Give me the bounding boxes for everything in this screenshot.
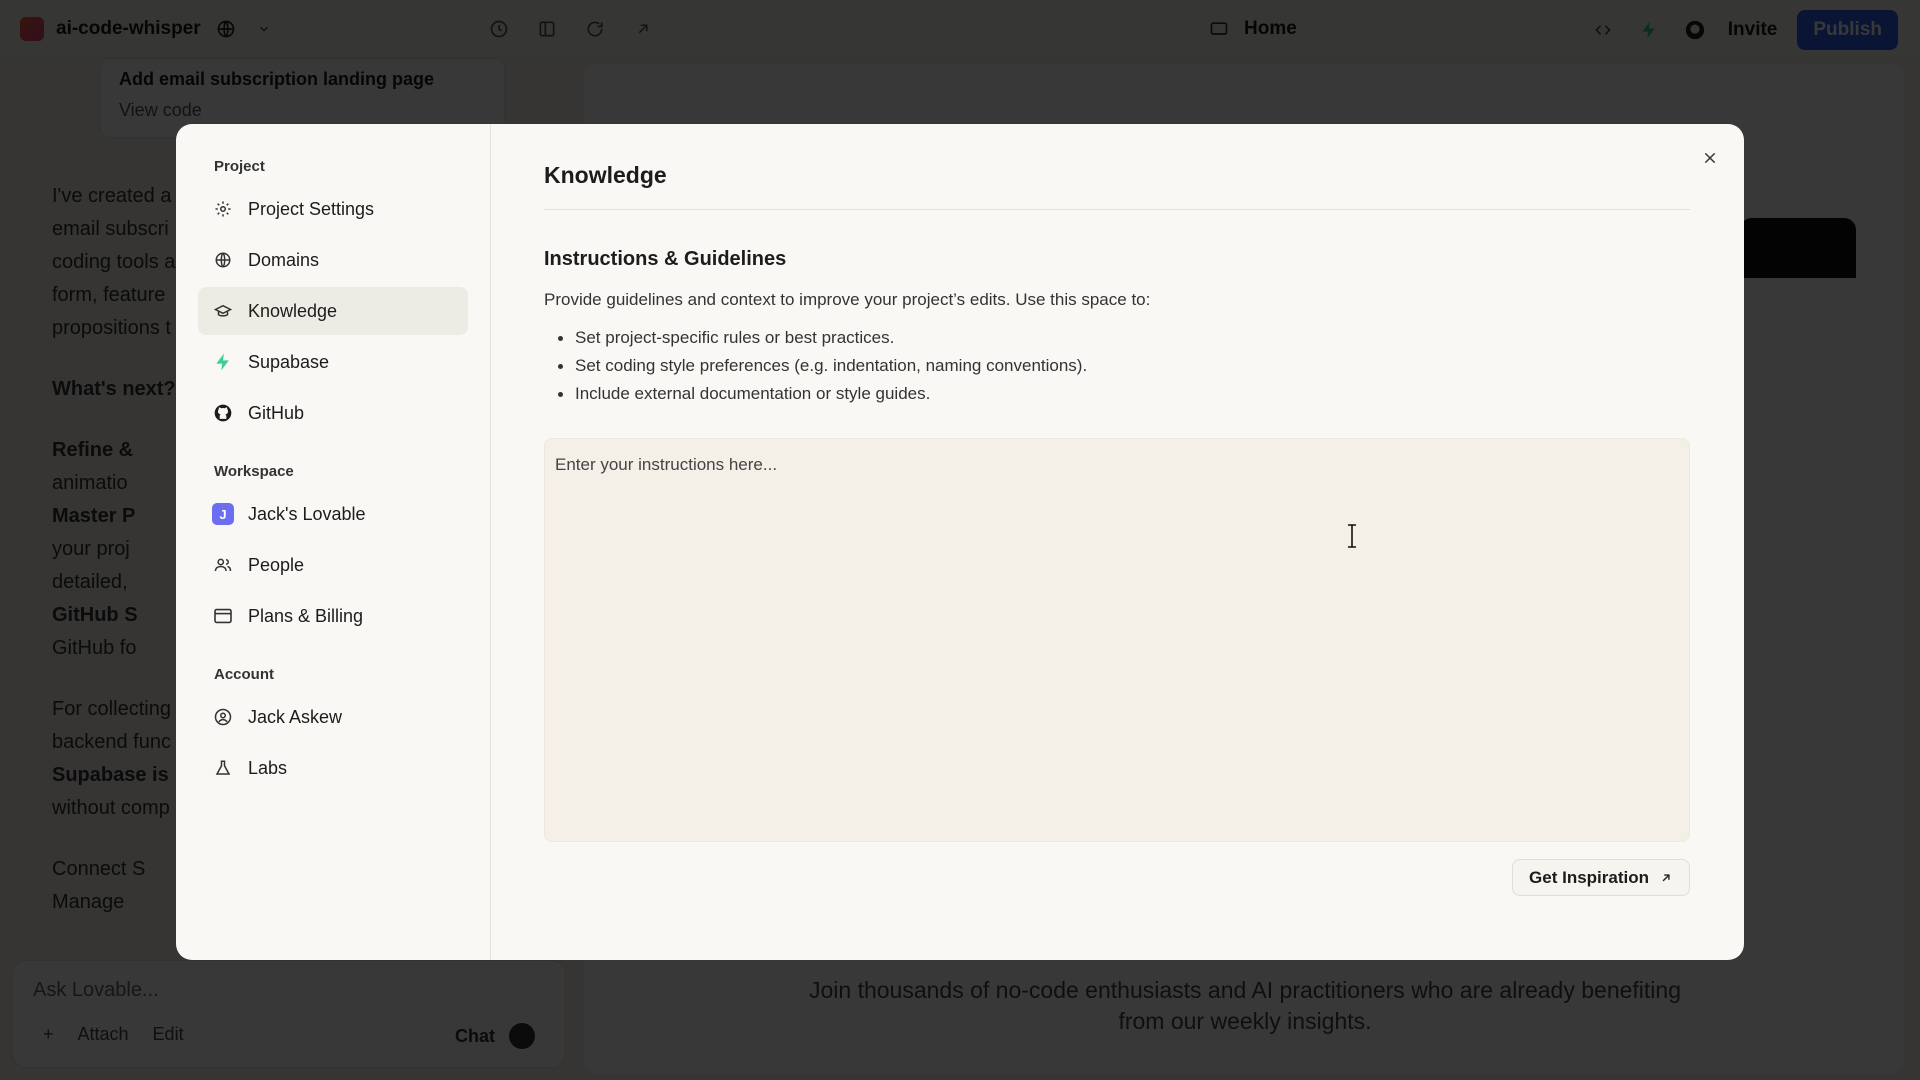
sidebar-item-project-settings[interactable] xyxy=(198,185,468,233)
workspace-avatar xyxy=(212,503,234,525)
page-title: Knowledge xyxy=(544,162,1690,210)
sidebar-item-label: Jack Askew xyxy=(248,706,343,727)
close-button[interactable] xyxy=(1696,144,1724,172)
sidebar-item-knowledge[interactable] xyxy=(198,287,468,335)
arrow-up-right-icon xyxy=(1659,871,1673,885)
sidebar-item-label: Knowledge xyxy=(248,300,338,321)
sidebar-item-label: Domains xyxy=(248,249,320,270)
section-heading: Instructions & Guidelines xyxy=(544,248,787,270)
sidebar-item-account-user[interactable] xyxy=(198,693,468,741)
section-project: Project xyxy=(214,158,265,175)
list-item: Set project-specific rules or best practices. xyxy=(544,324,1690,352)
section-description: Provide guidelines and context to improve your project’s edits. Use this space to: xyxy=(544,290,1151,309)
list-item: Include external documentation or style guides. xyxy=(544,380,1690,408)
settings-sidebar xyxy=(176,124,491,960)
workspace-avatar-letter: J xyxy=(212,503,234,525)
graduation-cap-icon xyxy=(212,300,234,322)
text-cursor-icon xyxy=(1346,524,1358,548)
sidebar-item-plans-billing[interactable] xyxy=(198,592,468,640)
sidebar-item-label: Project Settings xyxy=(248,198,375,219)
guideline-list xyxy=(544,324,1690,408)
people-icon xyxy=(212,554,234,576)
supabase-icon xyxy=(212,351,234,373)
knowledge-panel xyxy=(491,124,1744,960)
credit-card-icon xyxy=(212,605,234,627)
sidebar-item-label: Supabase xyxy=(248,351,330,372)
get-inspiration-label: Get Inspiration xyxy=(1529,867,1649,887)
sidebar-item-people[interactable] xyxy=(198,541,468,589)
get-inspiration-button[interactable] xyxy=(1512,859,1690,896)
settings-modal xyxy=(176,124,1744,960)
sidebar-item-label: People xyxy=(248,554,305,575)
close-icon xyxy=(1702,150,1718,166)
list-item: Set coding style preferences (e.g. indentation, naming conventions). xyxy=(544,352,1690,380)
sidebar-item-labs[interactable] xyxy=(198,744,468,792)
github-icon xyxy=(212,402,234,424)
section-account: Account xyxy=(214,666,274,683)
flask-icon xyxy=(212,757,234,779)
sidebar-item-label: GitHub xyxy=(248,402,305,423)
sidebar-item-workspace[interactable] xyxy=(198,490,468,538)
instructions-textarea[interactable] xyxy=(544,438,1690,842)
sidebar-item-label: Jack's Lovable xyxy=(248,503,366,524)
sidebar-item-label: Labs xyxy=(248,757,288,778)
sidebar-item-supabase[interactable] xyxy=(198,338,468,386)
user-circle-icon xyxy=(212,706,234,728)
gear-icon xyxy=(212,198,234,220)
sidebar-item-domains[interactable] xyxy=(198,236,468,284)
sidebar-item-label: Plans & Billing xyxy=(248,605,364,626)
section-workspace: Workspace xyxy=(214,463,294,480)
globe-icon xyxy=(212,249,234,271)
sidebar-item-github[interactable] xyxy=(198,389,468,437)
